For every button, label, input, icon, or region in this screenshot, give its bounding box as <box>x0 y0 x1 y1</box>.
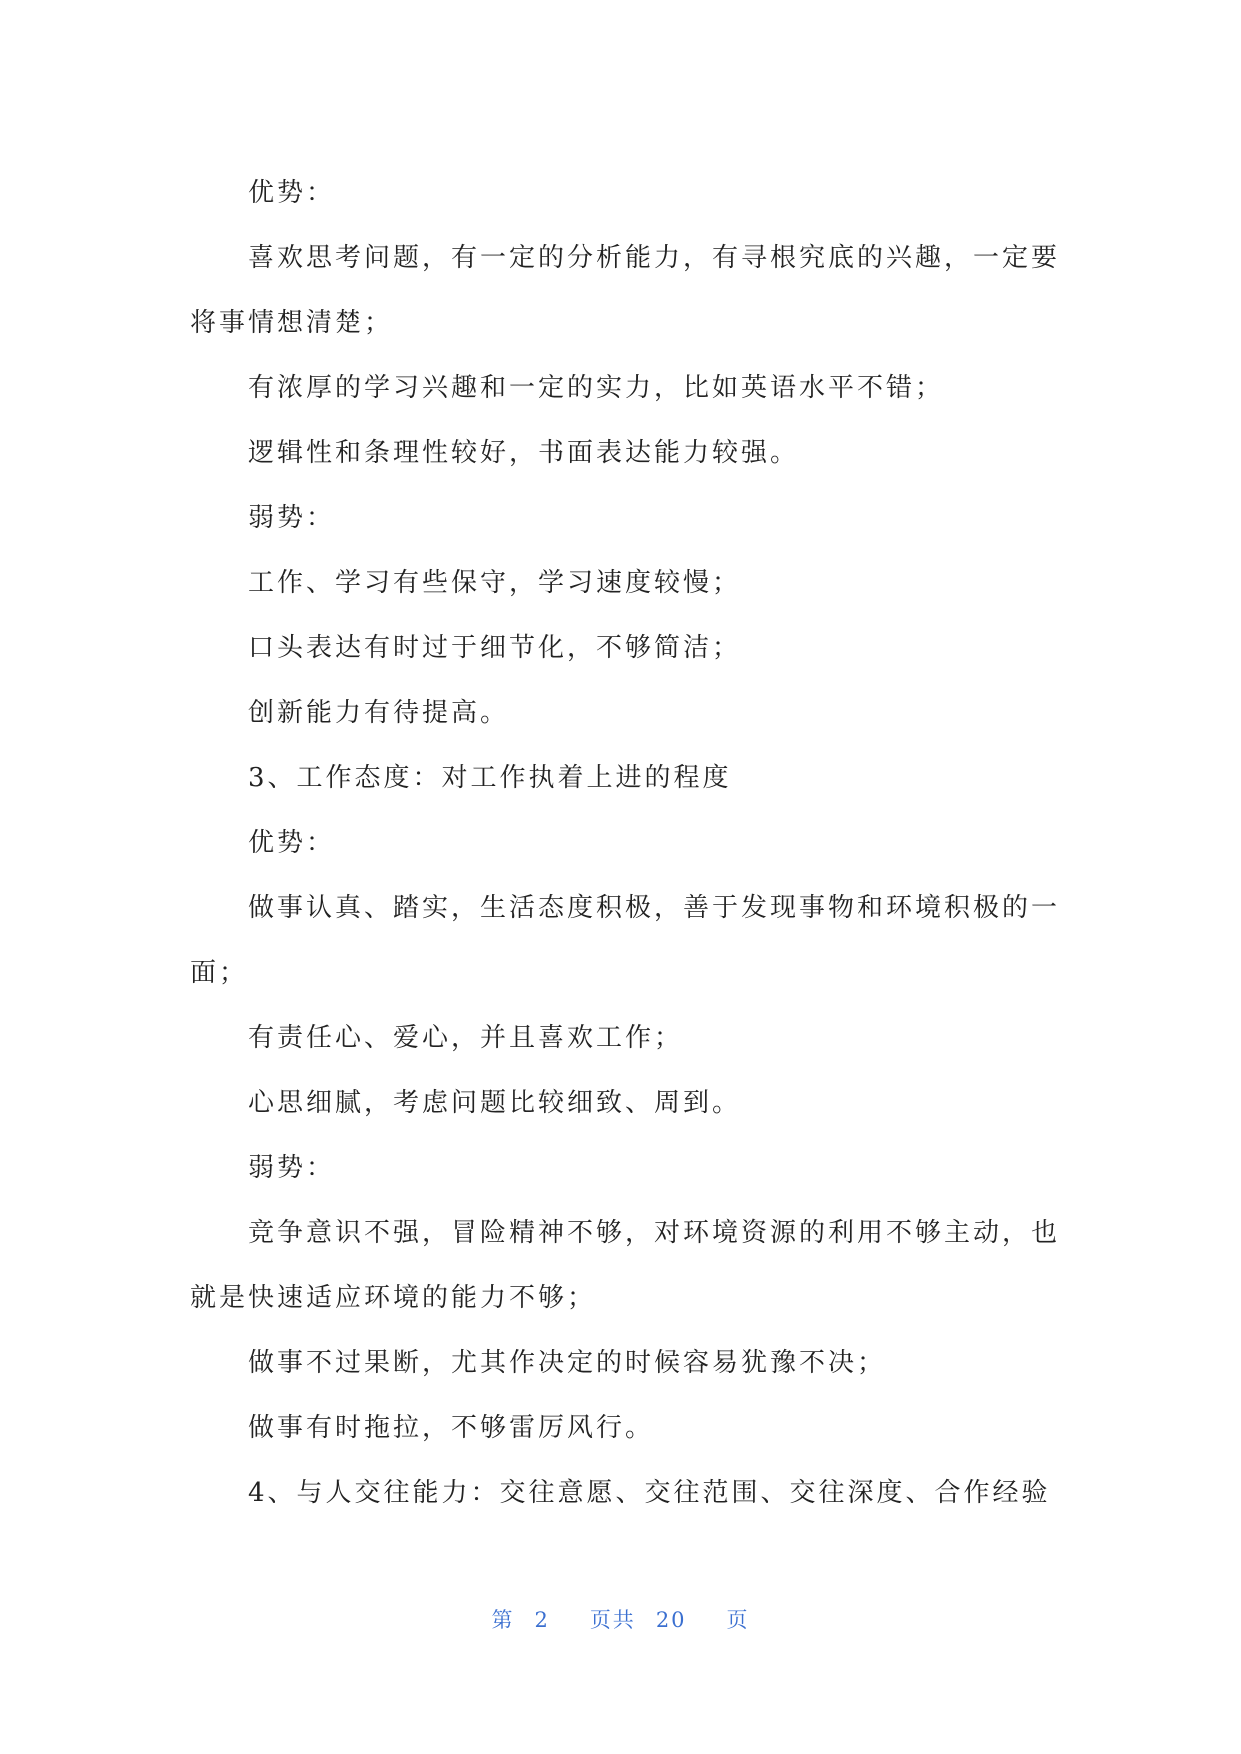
paragraph: 逻辑性和条理性较好，书面表达能力较强。 <box>248 438 800 468</box>
section-heading: 3、工作态度：对工作执着上进的程度 <box>248 763 732 793</box>
paragraph: 口头表达有时过于细节化，不够简洁； <box>248 633 742 663</box>
page-footer <box>0 1604 1241 1634</box>
document-body <box>190 161 1060 1526</box>
current-page-number: 2 <box>534 1608 550 1632</box>
paragraph: 喜欢思考问题，有一定的分析能力，有寻根究底的兴趣，一定要将事情想清楚； <box>190 243 1061 338</box>
total-pages-number: 20 <box>655 1608 687 1632</box>
paragraph: 弱势： <box>248 1153 336 1183</box>
footer-prefix: 第 <box>491 1608 515 1632</box>
paragraph: 工作、学习有些保守，学习速度较慢； <box>248 568 742 598</box>
footer-middle: 页共 <box>589 1608 636 1632</box>
paragraph: 做事有时拖拉，不够雷厉风行。 <box>248 1413 655 1443</box>
paragraph: 优势： <box>248 828 336 858</box>
paragraph: 心思细腻，考虑问题比较细致、周到。 <box>248 1088 742 1118</box>
footer-suffix: 页 <box>726 1608 750 1632</box>
paragraph: 优势： <box>248 178 336 208</box>
paragraph: 做事不过果断，尤其作决定的时候容易犹豫不决； <box>248 1348 887 1378</box>
paragraph: 有浓厚的学习兴趣和一定的实力，比如英语水平不错； <box>248 373 945 403</box>
paragraph: 弱势： <box>248 503 336 533</box>
paragraph: 做事认真、踏实，生活态度积极，善于发现事物和环境积极的一面； <box>190 893 1061 988</box>
section-heading: 4、与人交往能力：交往意愿、交往范围、交往深度、合作经验 <box>248 1478 1051 1508</box>
paragraph: 竞争意识不强，冒险精神不够，对环境资源的利用不够主动，也就是快速适应环境的能力不够； <box>190 1218 1061 1313</box>
paragraph: 创新能力有待提高。 <box>248 698 510 728</box>
paragraph: 有责任心、爱心，并且喜欢工作； <box>248 1023 684 1053</box>
